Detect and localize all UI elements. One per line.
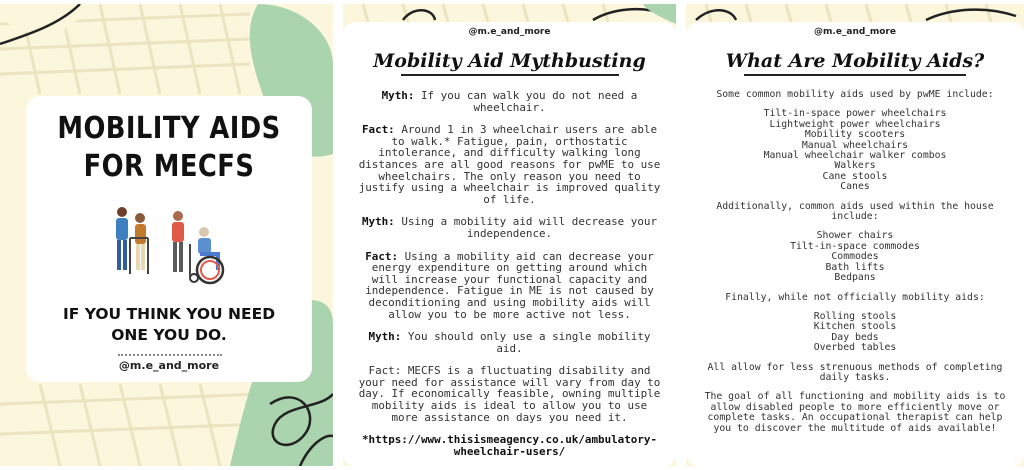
fact-2 (357, 251, 662, 321)
list-item: Rolling stools (813, 310, 897, 322)
list-item: Day beds (831, 331, 879, 343)
people-with-mobility-aids-illustration (106, 204, 236, 286)
mobility-aids-card (686, 22, 1024, 466)
goal-text: The goal of all functioning and mobility aids is to allow disabled people to more efficiently move or complete tasks. An occupational therapist can help you to discover the multitude of aids available! (704, 391, 1006, 434)
other-aids-list (696, 312, 1014, 354)
fact-1-text: Around 1 in 3 wheelchair users are able to walk.* Fatigue, pain, orthostatic intolerance, and difficulty walking long distances are all good reasons for pwME to use wheelchairs. The only reason you need to justify using a wheelchair is improved quality of life. (358, 123, 661, 206)
author-handle: @m.e_and_more (468, 27, 551, 37)
list-item: Overbed tables (813, 342, 897, 354)
mobility-aids-content (696, 90, 1014, 443)
myth-2 (357, 216, 662, 239)
myth-3-text: You should only use a single mobility aid. (407, 330, 651, 355)
mythbusting-slide (343, 4, 676, 466)
cover-title-line2: FOR MECFS (83, 149, 255, 184)
list-item: Walkers (834, 160, 876, 172)
slide-title: What Are Mobility Aids? (725, 50, 985, 72)
fact-1-label: Fact: (361, 123, 395, 137)
house-aids-intro: Additionally, common aids used within the house include: (716, 200, 994, 223)
myth-3-label: Myth: (368, 330, 402, 344)
cover-subtitle-line2: ONE YOU DO. (111, 326, 227, 344)
mobility-aids-slide (686, 4, 1024, 466)
mythbusting-card (343, 22, 676, 466)
list-item: Lightweight power wheelchairs (769, 118, 941, 130)
title-underline (401, 74, 619, 76)
list-item: Bedpans (834, 272, 876, 284)
author-handle: @m.e_and_more (814, 27, 896, 37)
myth-3 (357, 331, 662, 354)
cover-title (46, 110, 292, 186)
cover-subtitle (26, 304, 312, 346)
footnote[interactable] (357, 434, 662, 457)
fact-1 (357, 124, 662, 205)
fact-2-label: Fact: (365, 249, 399, 263)
slide-title: Mobility Aid Mythbusting (373, 50, 646, 72)
list-item: Canes (840, 181, 870, 193)
myth-2-label: Myth: (361, 215, 395, 229)
list-item: Bath lifts (825, 261, 885, 273)
cover-title-line1: MOBILITY AIDS (57, 111, 281, 146)
list-item: Manual wheelchairs (801, 139, 909, 151)
list-item: Manual wheelchair walker combos (763, 150, 947, 162)
myth-1-text: If you can walk you do not need a wheelchair. (420, 89, 638, 114)
list-item: Shower chairs (816, 230, 894, 242)
other-aids-intro: Finally, while not officially mobility aids: (725, 291, 985, 303)
list-item: Cane stools (822, 170, 888, 182)
list-item: Mobility scooters (804, 129, 906, 141)
intro-text: Some common mobility aids used by pwME include: (716, 89, 994, 100)
allow-text: All allow for less strenuous methods of completing daily tasks. (707, 361, 1003, 383)
myth-2-text: Using a mobility aid will decrease your independence. (401, 215, 658, 240)
divider (118, 354, 222, 356)
author-handle: @m.e_and_more (118, 359, 220, 372)
list-item: Tilt-in-space power wheelchairs (763, 108, 947, 120)
mythbusting-content (357, 90, 662, 466)
list-item: Tilt-in-space commodes (790, 240, 920, 252)
list-item: Kitchen stools (813, 321, 897, 333)
fact-3: Fact: MECFS is a fluctuating disability and your need for assistance will vary from day to day. If economically feasible, owning multiple mobility aids is ideal to allow you to use more assistance on days you need it. (358, 364, 661, 424)
cover-slide (0, 4, 333, 466)
cover-subtitle-line1: IF YOU THINK YOU NEED (62, 305, 276, 323)
title-underline (744, 74, 966, 76)
fact-2-text: Using a mobility aid can decrease your energy expenditure on getting around which will increase your functional capacity and independence. Fatigue in ME is not caused by deconditioning and using mobility aids will allow you to be more active not less. (365, 249, 654, 321)
cover-card (26, 96, 312, 382)
house-aids-list (696, 231, 1014, 283)
myth-1-label: Myth: (381, 89, 415, 102)
common-aids-list (696, 109, 1014, 192)
list-item: Commodes (831, 251, 879, 263)
myth-1 (357, 90, 662, 113)
footnote-link[interactable]: *https://www.thisismeagency.co.uk/ambulatory-wheelchair-users/ (361, 433, 658, 458)
